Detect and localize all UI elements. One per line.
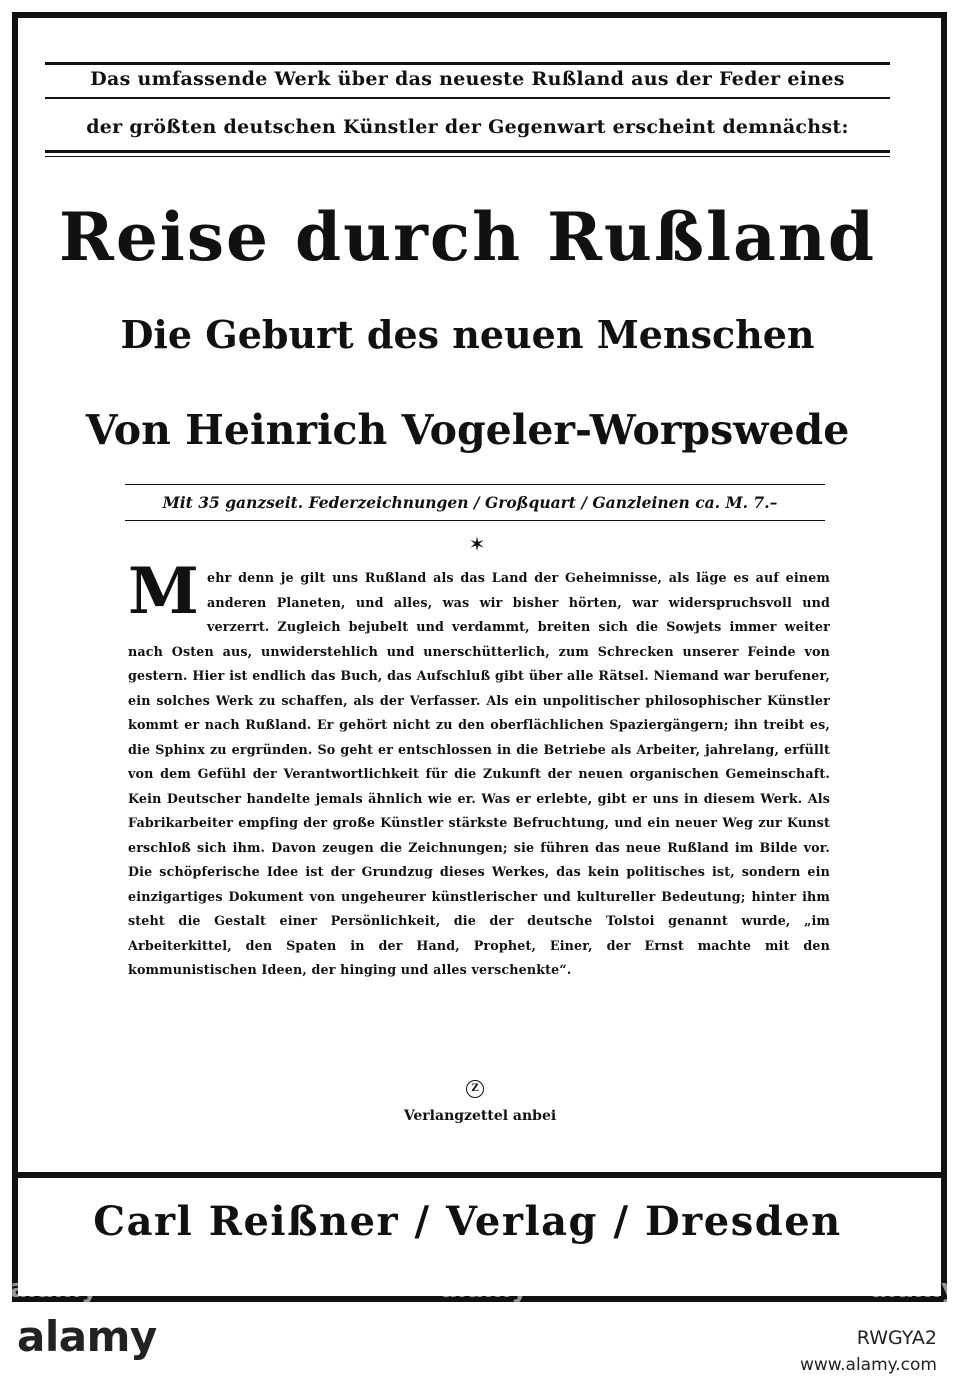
bottom-rule-thin (45, 156, 890, 157)
watermark-text-right: alamy (870, 1274, 959, 1304)
specs-rule-top (125, 484, 825, 485)
top-rule (45, 62, 890, 65)
middle-rule (45, 97, 890, 99)
body-paragraph: ehr denn je gilt uns Rußland als das Land der Geheimnisse, als läge es auf einem anderen Planeten, und alles, was wir bisher hörten, war widerspruchsvoll und verzerrt. Zugleich bejubelt und verdammt, breiten sich die Sowjets immer weiter nach Osten aus, unwiderstehlich und unerschütterlich, zum Schrecken unserer Feinde von gestern. Hier ist endlich das Buch, das Aufschluß gibt über alle Rätsel. Niemand war berufener, ein solches Werk zu schaffen, als der Verfasser. Als ein unpolitischer philosophischer Künstler kommt er nach Rußland. Er gehört nicht zu den oberflächlichen Spaziergängern; ihn treibt es, die Sphinx zu ergründen. So geht er entschlossen in die Betriebe als Arbeiter, jahrelang, erfüllt von dem Gefühl der Verantwortlichkeit für die Zukunft der neuen organischen Gemeinschaft. Kein Deutscher handelte jemals ähnlich wie er. Was er erlebte, gibt er uns in diesem Werk. Als Fabrikarbeiter empfing der große Künstler stärkste Befruchtung, und ein neuer Weg zur Kunst erschloß sich ihm. Davon zeugen die Zeichnungen; sie führen das neue Rußland im Bilde vor. Die schöpferische Idee ist der Grundzug dieses Werkes, das kein politisches ist, sondern ein einzigartiges Dokument von ungeheurer künstlerischer und kultureller Bedeutung; hinter ihm steht die Gestalt einer Persönlichkeit, die der deutsche Tolstoi genannt wurde, „im Arbeiterkittel, den Spaten in der Hand, Prophet, Einer, der Ernst machte mit den kommunistischen Ideen, der hinging und alles verschenkte“. (128, 570, 830, 977)
star-ornament-icon: ✶ (468, 532, 486, 556)
header-line-1: Das umfassende Werk über das neueste Rußland aus der Feder eines (90, 68, 845, 90)
book-subtitle: Die Geburt des neuen Menschen (120, 312, 815, 357)
book-title: Reise durch Rußland (58, 198, 877, 276)
publisher-divider (18, 1172, 941, 1178)
order-note: Verlangzettel anbei (403, 1108, 557, 1124)
image-id: RWGYA2 (856, 1327, 937, 1349)
watermark-text-center: alamy (440, 1274, 529, 1304)
alamy-logo: alamy (17, 1312, 157, 1361)
book-specs: Mit 35 ganzseit. Federzeichnungen / Großquart / Ganzleinen ca. M. 7.– (162, 493, 778, 512)
publisher-name: Carl Reißner / Verlag / Dresden (93, 1198, 842, 1245)
bottom-rule-thick (45, 150, 890, 153)
header-line-2: der größten deutschen Künstler der Gegenwart erscheint demnächst: (86, 116, 849, 138)
drop-cap: M (128, 566, 199, 629)
advertisement-body (128, 566, 830, 1076)
watermark-text-left: alamy (10, 1274, 99, 1304)
specs-rule-bottom (125, 520, 825, 521)
book-author: Von Heinrich Vogeler-Worpswede (85, 406, 850, 454)
z-mark-icon: Z (466, 1080, 484, 1098)
site-url: www.alamy.com (799, 1355, 937, 1375)
